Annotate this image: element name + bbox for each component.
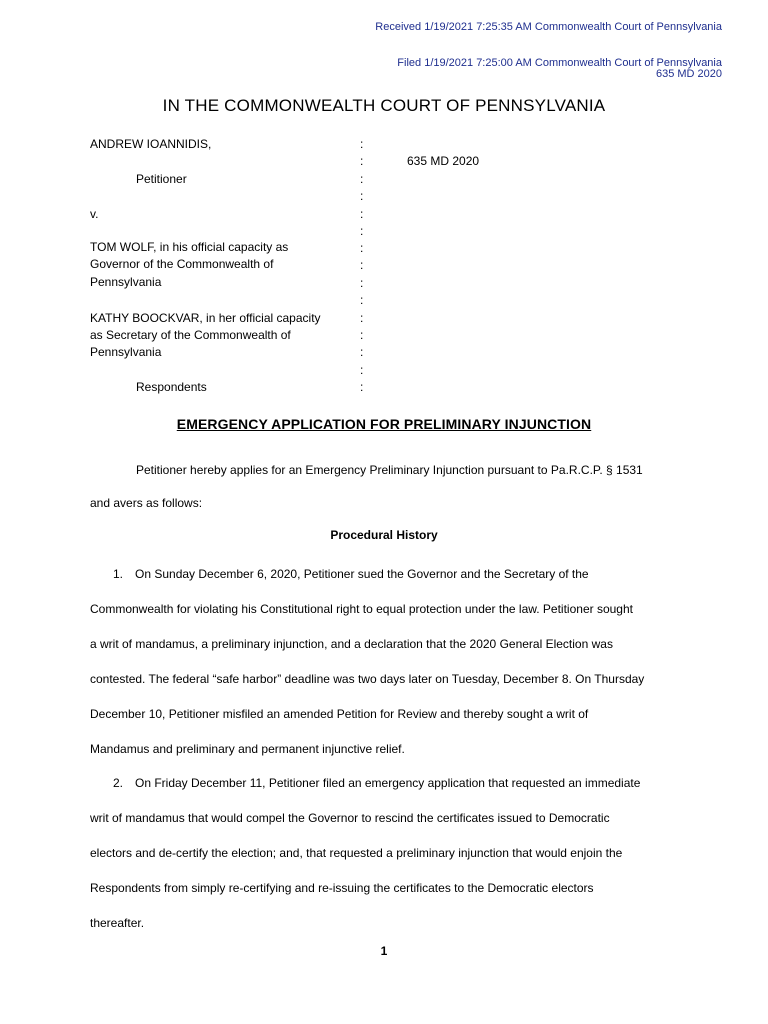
intro-line: and avers as follows:	[90, 496, 203, 510]
caption-colon: :	[360, 224, 364, 238]
paragraph-line	[113, 566, 589, 583]
respondents-role: Respondents	[136, 380, 207, 394]
paragraph-line: a writ of mandamus, a preliminary injunction, and a declaration that the 2020 General Election was	[90, 637, 613, 651]
petitioner-role: Petitioner	[136, 172, 187, 186]
caption-colon: :	[360, 154, 364, 168]
petitioner-name: ANDREW IOANNIDIS,	[90, 137, 212, 151]
caption-colon: :	[360, 363, 364, 377]
paragraph-text: On Sunday December 6, 2020, Petitioner sued the Governor and the Secretary of the	[135, 567, 589, 581]
respondent1-line: Governor of the Commonwealth of	[90, 257, 274, 271]
paragraph-line	[113, 775, 640, 792]
caption-colon: :	[360, 380, 364, 394]
paragraph-text: On Friday December 11, Petitioner filed an emergency application that requested an immediate	[135, 776, 641, 790]
caption-colon: :	[360, 345, 364, 359]
paragraph-line: Mandamus and preliminary and permanent injunctive relief.	[90, 742, 405, 756]
paragraph-line: Commonwealth for violating his Constitutional right to equal protection under the law. Petitioner sought	[90, 602, 633, 616]
caption-colon: :	[360, 328, 364, 342]
paragraph-line: December 10, Petitioner misfiled an amended Petition for Review and thereby sought a writ of	[90, 707, 589, 721]
paragraph-line: Respondents from simply re-certifying and re-issuing the certificates to the Democratic electors	[90, 881, 594, 895]
respondent1-line: TOM WOLF, in his official capacity as	[90, 240, 289, 254]
caption-colon: :	[360, 241, 364, 255]
received-stamp: Received 1/19/2021 7:25:35 AM Commonwealth Court of Pennsylvania	[375, 21, 722, 33]
versus-label: v.	[90, 207, 99, 221]
paragraph-line: writ of mandamus that would compel the Governor to rescind the certificates issued to Democratic	[90, 811, 610, 825]
docket-number: 635 MD 2020	[407, 154, 480, 168]
paragraph-line: electors and de-certify the election; and, that requested a preliminary injunction that would enjoin the	[90, 846, 623, 860]
caption-colon: :	[360, 172, 364, 186]
filed-stamp: Filed 1/19/2021 7:25:00 AM Commonwealth Court of Pennsylvania	[397, 57, 722, 69]
document-heading: EMERGENCY APPLICATION FOR PRELIMINARY INJUNCTION	[176, 416, 592, 432]
caption-colon: :	[360, 258, 364, 272]
page-number: 1	[380, 944, 388, 958]
caption-colon: :	[360, 311, 364, 325]
paragraph-line: thereafter.	[90, 916, 145, 930]
court-title: IN THE COMMONWEALTH COURT OF PENNSYLVANIA	[162, 96, 606, 115]
paragraph-number: 2.	[113, 776, 124, 790]
intro-line: Petitioner hereby applies for an Emergency Preliminary Injunction pursuant to Pa.R.C.P. § 1531	[136, 463, 643, 477]
caption-colon: :	[360, 207, 364, 221]
caption-colon: :	[360, 293, 364, 307]
caption-colon: :	[360, 276, 364, 290]
respondent1-line: Pennsylvania	[90, 275, 162, 289]
respondent2-line: KATHY BOOCKVAR, in her official capacity	[90, 311, 321, 325]
section-heading: Procedural History	[330, 528, 438, 542]
paragraph-line: contested. The federal “safe harbor” deadline was two days later on Tuesday, December 8. On Thursday	[90, 672, 645, 686]
respondent2-line: Pennsylvania	[90, 345, 162, 359]
paragraph-number: 1.	[113, 567, 124, 581]
caption-colon: :	[360, 137, 364, 151]
caption-colon: :	[360, 189, 364, 203]
respondent2-line: as Secretary of the Commonwealth of	[90, 328, 291, 342]
stamp-docket-number: 635 MD 2020	[655, 68, 722, 80]
